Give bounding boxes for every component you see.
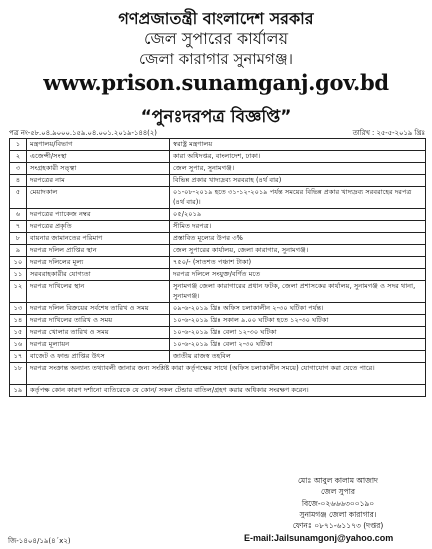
row-number: ১৬ [10,339,27,351]
row-number: ৬ [10,209,27,221]
row-number: ১৮ [10,363,27,385]
row-value: স্বরাষ্ট্র মন্ত্রণালয় [170,139,426,151]
signatory-phone: ফোনঃ ০৮৭১-৬১১৭৩ (দপ্তর) [292,521,384,531]
signatory-name: মোঃ আবুল কালাম আজাদ [298,476,378,485]
row-label: দরপত্রের প্যাকেজ নম্বর [27,209,170,221]
table-row [10,385,426,397]
row-value: ১০-৬-২০১৯ খ্রিঃ বেলা ১২-৩০ ঘটিকা [170,327,426,339]
signatory-office: সুনামগঞ্জ জেলা কারাগার। [299,509,377,519]
row-label: দরপত্রের প্রকৃতি [27,221,170,233]
table-row [10,257,426,269]
table-row [10,209,426,221]
table-row [10,221,426,233]
row-number: ৩ [10,163,27,175]
row-value: কারা অধিদপ্তর, বাংলাদেশ, ঢাকা। [170,151,426,163]
row-value: প্রস্তাবিত মূল্যের উপর ৩% [170,233,426,245]
table-row [10,233,426,245]
row-number: ১২ [10,281,27,303]
table-row [10,187,426,209]
contact-email: E-mail:Jailsunamgonj@yahoo.com [244,533,394,543]
signatory-id: বিজে-০২৬৬৬৩০০১৯০ [301,498,375,508]
row-number: ১৭ [10,351,27,363]
reference-row [9,127,425,138]
table-row [10,151,426,163]
row-label: সরবরাহকারীর যোগ্যতা [27,269,170,281]
row-value: বিভিন্ন প্রকার খাদ্যদ্রব্য সরবরাহ (৪র্থ বার) [170,175,426,187]
notice-date: তারিখ : ২৫-৫-২০১৯ খ্রিঃ [352,129,425,137]
table-row [10,175,426,187]
row-note: দরপত্র সংক্রান্ত অন্যান্য তথ্যাবলী জানার জন্য সংশ্লিষ্ট কারা কর্তৃপক্ষের সাথে (অফিস চলাকালীন সময়ে) যোগাযোগ করা যেতে পারে। [27,363,426,385]
row-number: ২ [10,151,27,163]
row-number: ১৯ [10,385,27,397]
table-row [10,281,426,303]
row-label: দরপত্র দাখিলের তারিখ ও সময় [27,315,170,327]
row-value: ১০-৬-২০১৯ খ্রিঃ বেলা ২-৩০ ঘটিকা [170,339,426,351]
row-number: ১১ [10,269,27,281]
signature-block [268,475,408,531]
row-value: ০৯-৬-২০১৯ খ্রিঃ অফিস চলাকালীন ২-৩০ ঘটিকা পর্যন্ত। [170,303,426,315]
row-value: ০১-০৮-২০১৯ হতে ৩১-১২-২০১৯ পর্যন্ত সময়ের বিভিন্ন প্রকার খাদ্যদ্রব্য সরবরাহের দরপত্র (৪র্থ বার)। [170,187,426,209]
row-value: ০৫/২০১৯ [170,209,426,221]
row-note: কর্তৃপক্ষ কোন কারণ দর্শানো ব্যতিরেকে যে কোন/ সকল টেন্ডার বাতিল/গ্রহণ করার অধিকার সংরক্ষণ করেন। [27,385,426,397]
row-number: ১৩ [10,303,27,315]
row-label: এজেন্সী/সংস্থা [27,151,170,163]
row-value: জেল সুপার, সুনামগঞ্জ। [170,163,426,175]
row-number: ১ [10,139,27,151]
notice-title: “পুনঃদরপত্র বিজ্ঞপ্তি” [140,107,292,127]
table-row [10,327,426,339]
signatory-designation: জেল সুপার [320,487,356,497]
row-label: সংগ্রহকারী সত্ত্বা [27,163,170,175]
table-row [10,245,426,257]
memo-number: পত্র নং-৫৮.০৪.৯০০০.১৫৯.০৪.০০১.২০১৯-১৪৪(২) [9,129,157,137]
table-row [10,315,426,327]
website-url: www.prison.sunamganj.gov.bd [43,70,389,95]
row-number: ৪ [10,175,27,187]
row-value: ১০-৬-২০১৯ খ্রিঃ সকাল ৯.০০ ঘটিকা হতে ১২-৩০ ঘটিকা [170,315,426,327]
table-row [10,303,426,315]
table-row [10,269,426,281]
row-value: সুনামগঞ্জ জেলা কারাগারের প্রধান ফটক, জেলা প্রশাসকের কার্যালয়, সুনামগঞ্জ ও সদর থানা, সুনামগঞ্জ। [170,281,426,303]
row-label: দরপত্রের নাম [27,175,170,187]
row-label: দরপত্র মূল্যায়ন [27,339,170,351]
row-number: ১০ [10,257,27,269]
row-label: দরপত্র দলিলের মূল্য [27,257,170,269]
row-number: ৭ [10,221,27,233]
table-row [10,163,426,175]
table-row [10,139,426,151]
row-label: দরপত্র দলিল বিক্রয়ের সর্বশেষ তারিখ ও সময় [27,303,170,315]
government-title: গণপ্রজাতন্ত্রী বাংলাদেশ সরকার [118,9,314,28]
row-value: সীমিত দরপত্র। [170,221,426,233]
row-label: দরপত্র দাখিলের স্থান [27,281,170,303]
office-title: জেল সুপারের কার্যালয় [143,29,289,48]
row-label: মেয়াদকাল [27,187,170,209]
row-number: ১৪ [10,315,27,327]
row-label: মন্ত্রণালয়/বিভাগ [27,139,170,151]
row-number: ৫ [10,187,27,209]
tender-table [9,138,426,397]
row-label: বাজেট ও ফান্ড প্রাপ্তির উৎস [27,351,170,363]
row-value: জাতীয় রাজস্ব তহবিল [170,351,426,363]
row-label: বায়নার জামানতের পরিমাণ [27,233,170,245]
row-value: জেল সুপারের কার্যালয়, জেলা কারাগার, সুনামগঞ্জ। [170,245,426,257]
row-number: ১৫ [10,327,27,339]
table-row [10,351,426,363]
row-label: দরপত্র খোলার তারিখ ও সময় [27,327,170,339]
table-row [10,363,426,385]
row-value: দরপত্র দলিলে সংযুক্ত/বর্ণিত মতে [170,269,426,281]
row-number: ৯ [10,245,27,257]
row-number: ৮ [10,233,27,245]
table-row [10,339,426,351]
row-value: ৭৫০/- (সাতশত পঞ্চাশ টাকা) [170,257,426,269]
row-label: দরপত্র দলিল প্রাপ্তির স্থান [27,245,170,257]
jail-name: জেলা কারাগার সুনামগঞ্জ। [139,50,293,68]
print-code: জি-১৪০৪/১৯(৪´x২) [8,537,71,545]
